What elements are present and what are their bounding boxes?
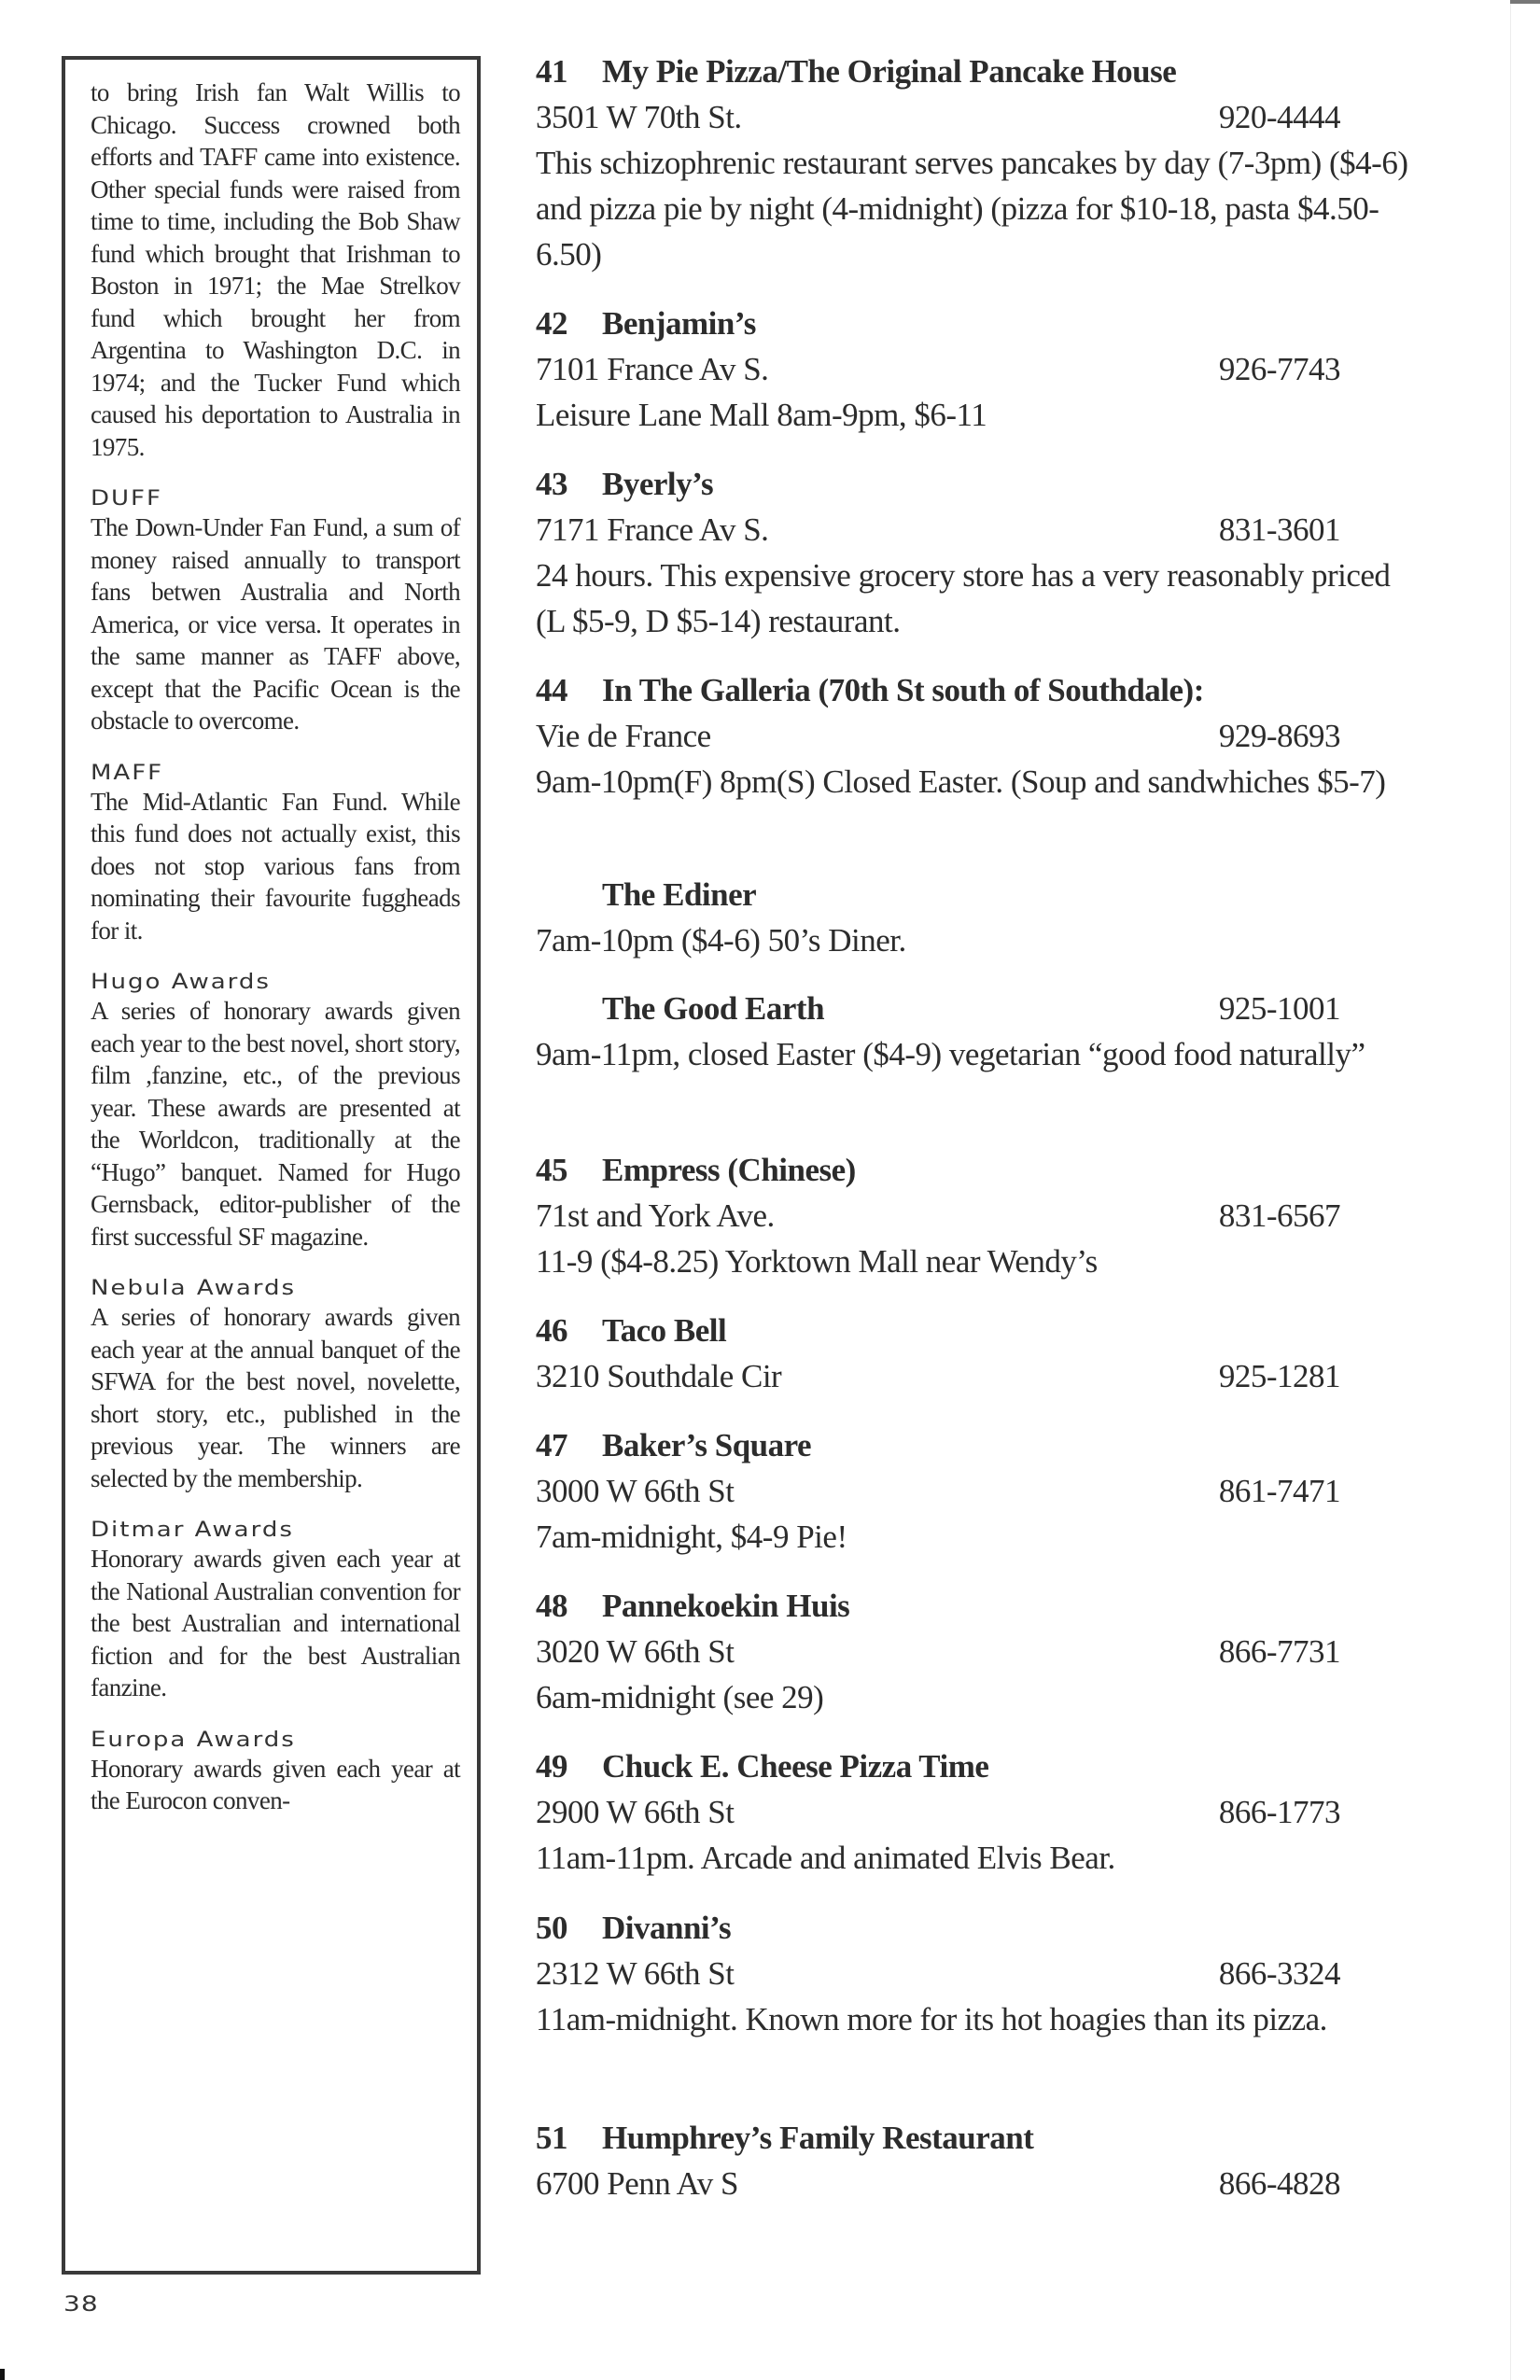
listing-name: Pannekoekin Huis <box>602 1588 850 1624</box>
listing-title <box>536 2115 1469 2161</box>
listing-number: 50 <box>536 1910 567 1946</box>
glossary-body: Honorary awards given each year at the Eurocon conven- <box>91 1754 460 1814</box>
listing-address-row <box>536 1629 1340 1674</box>
glossary-section-hugo <box>91 965 460 1253</box>
listing-name: Chuck E. Cheese Pizza Time <box>602 1748 989 1785</box>
listing-entry <box>536 986 1469 1077</box>
scan-corner-mark <box>0 2369 5 2380</box>
glossary-sidebar <box>62 56 481 2275</box>
listing-address: 7101 France Av S. <box>536 351 769 387</box>
scan-edge-bar <box>1510 0 1540 4</box>
glossary-heading: Hugo Awards <box>91 970 271 995</box>
glossary-intro: to bring Irish fan Walt Willis to Chicago. Success crowned both efforts and TAFF came into existence. Other special funds were raised from time to time, including the Bob Shaw fund which brought that Irishman to Boston in 1971; the Mae Strelkov fund which brought her from Argentina to Washington D.C. in 1974; and the Tucker Fund which caused his deportation to Australia in 1975. <box>91 78 460 461</box>
listing-name: The Good Earth <box>602 990 825 1027</box>
listing-name: Baker’s Square <box>602 1427 812 1463</box>
listing-description: 9am-10pm(F) 8pm(S) Closed Easter. (Soup and sandwhiches $5-7) <box>536 763 1386 800</box>
listing-address-row <box>536 1193 1340 1239</box>
listing-number: 45 <box>536 1152 567 1188</box>
glossary-heading: DUFF <box>91 486 162 511</box>
listing-address-row <box>536 507 1340 553</box>
listing-address-row <box>536 1468 1340 1514</box>
listing-phone: 920-4444 <box>1218 99 1340 135</box>
listing-address: Vie de France <box>536 718 711 754</box>
glossary-section-maff <box>91 756 460 947</box>
listing-address: 71st and York Ave. <box>536 1197 775 1234</box>
glossary-section-nebula <box>91 1271 460 1494</box>
glossary-section-ditmar <box>91 1513 460 1704</box>
listing-name: Benjamin’s <box>602 305 756 342</box>
listing-number: 51 <box>536 2120 567 2156</box>
listing-phone: 929-8693 <box>1218 718 1340 754</box>
listing-address-row <box>536 346 1340 392</box>
listing-phone: 831-6567 <box>1218 1197 1340 1234</box>
listing-description: This schizophrenic restaurant serves pancakes by day (7-3pm) ($4-6) and pizza pie by night (4-midnight) (pizza for $10-18, pasta $4.50-6.50) <box>536 145 1408 273</box>
listing-entry <box>536 1147 1469 1284</box>
listing-description: 11am-midnight. Known more for its hot hoagies than its pizza. <box>536 2001 1327 2037</box>
listing-phone: 866-3324 <box>1218 1955 1340 1992</box>
listing-title <box>536 49 1469 94</box>
listing-address: 3501 W 70th St. <box>536 99 742 135</box>
listing-title <box>536 667 1469 713</box>
listing-title <box>536 461 1469 507</box>
listing-title <box>536 1422 1469 1468</box>
glossary-body: The Down-Under Fan Fund, a sum of money raised annually to transport fans betwen Australia and North America, or vice versa. It operates in the same manner as TAFF above, except that the Pacific Ocean is the obstacle to overcome. <box>91 513 460 735</box>
listing-address: 7171 France Av S. <box>536 511 769 548</box>
listing-entry <box>536 1743 1469 1881</box>
listing-number: 42 <box>536 305 567 342</box>
listing-title <box>536 1308 1469 1353</box>
listing-phone: 925-1001 <box>1218 990 1340 1027</box>
listing-name: Byerly’s <box>602 466 714 502</box>
listing-number: 48 <box>536 1588 567 1624</box>
listing-entry <box>536 667 1469 805</box>
listing-description: 9am-11pm, closed Easter ($4-9) vegetarian “good food naturally” <box>536 1036 1365 1072</box>
listing-description: 7am-10pm ($4-6) 50’s Diner. <box>536 922 906 959</box>
listing-number: 46 <box>536 1312 567 1349</box>
listing-name: Humphrey’s Family Restaurant <box>602 2120 1034 2156</box>
listing-address: 3020 W 66th St <box>536 1633 735 1670</box>
listing-phone: 866-7731 <box>1218 1633 1340 1670</box>
listing-entry <box>536 1583 1469 1720</box>
listing-name: Taco Bell <box>602 1312 727 1349</box>
listing-entry <box>536 1422 1469 1560</box>
listing-number: 49 <box>536 1748 567 1785</box>
listing-entry <box>536 49 1469 277</box>
listing-name: Divanni’s <box>602 1910 732 1946</box>
listing-phone: 866-4828 <box>1218 2165 1340 2202</box>
listing-name: Empress (Chinese) <box>602 1152 856 1188</box>
listing-description: 11am-11pm. Arcade and animated Elvis Bear. <box>536 1840 1115 1876</box>
listing-address-row <box>536 713 1340 759</box>
listing-entry <box>536 872 1469 963</box>
listing-address-row <box>536 1951 1340 1996</box>
glossary-body: Honorary awards given each year at the National Australian convention for the best Australian and international fiction and for the best Australian fanzine. <box>91 1545 460 1701</box>
listing-name: My Pie Pizza/The Original Pancake House <box>602 53 1177 90</box>
listing-entry <box>536 2115 1469 2206</box>
listing-number: 44 <box>536 672 567 708</box>
listing-title <box>536 1743 1469 1789</box>
glossary-body: The Mid-Atlantic Fan Fund. While this fund does not actually exist, this does not stop various fans from nominating their favourite fuggheads for it. <box>91 787 460 945</box>
glossary-section-europa <box>91 1723 460 1817</box>
listing-description: 7am-midnight, $4-9 Pie! <box>536 1519 847 1555</box>
listing-number: 43 <box>536 466 567 502</box>
listing-phone: 866-1773 <box>1218 1794 1340 1830</box>
listing-entry <box>536 301 1469 438</box>
glossary-body: A series of honorary awards given each year to the best novel, short story, film ,fanzine, etc., of the previous year. These awards are presented at the Worldcon, traditionally at the “Hugo” banquet. Named for Hugo Gernsback, editor-publisher of the first successful SF magazine. <box>91 997 460 1251</box>
listing-title <box>536 301 1469 346</box>
listing-address-row <box>536 94 1340 140</box>
listing-description: 24 hours. This expensive grocery store has a very reasonably priced (L $5-9, D $5-14) restaurant. <box>536 557 1391 639</box>
glossary-heading: Europa Awards <box>91 1728 296 1752</box>
listing-address: 3210 Southdale Cir <box>536 1358 782 1394</box>
listing-entry <box>536 1308 1469 1399</box>
glossary-body: A series of honorary awards given each year at the annual banquet of the SFWA for the best novel, novelette, short story, etc., published in the previous year. The winners are selected by the membership. <box>91 1303 460 1492</box>
listing-phone: 861-7471 <box>1218 1473 1340 1509</box>
listing-address: 2312 W 66th St <box>536 1955 735 1992</box>
listing-description: 6am-midnight (see 29) <box>536 1679 824 1715</box>
page-number: 38 <box>63 2291 99 2317</box>
listing-phone: 926-7743 <box>1218 351 1340 387</box>
listing-address-row <box>536 2161 1340 2206</box>
listing-phone: 831-3601 <box>1218 511 1340 548</box>
listing-description: 11-9 ($4-8.25) Yorktown Mall near Wendy’s <box>536 1243 1098 1280</box>
listing-phone: 925-1281 <box>1218 1358 1340 1394</box>
glossary-section-duff <box>91 482 460 737</box>
listing-address-row <box>536 1789 1340 1835</box>
listing-entry <box>536 461 1469 644</box>
listing-entry <box>536 1905 1469 2042</box>
listing-description: Leisure Lane Mall 8am-9pm, $6-11 <box>536 397 987 433</box>
listing-title-row <box>536 986 1340 1031</box>
scan-edge-line <box>1510 0 1511 2380</box>
glossary-heading: MAFF <box>91 761 164 785</box>
glossary-heading: Ditmar Awards <box>91 1518 294 1543</box>
glossary-heading: Nebula Awards <box>91 1276 297 1301</box>
glossary-content <box>91 77 460 1817</box>
listing-number: 41 <box>536 53 567 90</box>
listing-title <box>536 1905 1469 1951</box>
listing-title <box>536 1147 1469 1193</box>
listing-address: 2900 W 66th St <box>536 1794 735 1830</box>
listing-address: 3000 W 66th St <box>536 1473 735 1509</box>
listing-address: 6700 Penn Av S <box>536 2165 738 2202</box>
listing-name: The Ediner <box>602 876 757 913</box>
listing-number: 47 <box>536 1427 567 1463</box>
listing-address-row <box>536 1353 1340 1399</box>
listing-title <box>536 1583 1469 1629</box>
listing-name: In The Galleria (70th St south of Southdale): <box>602 672 1204 708</box>
